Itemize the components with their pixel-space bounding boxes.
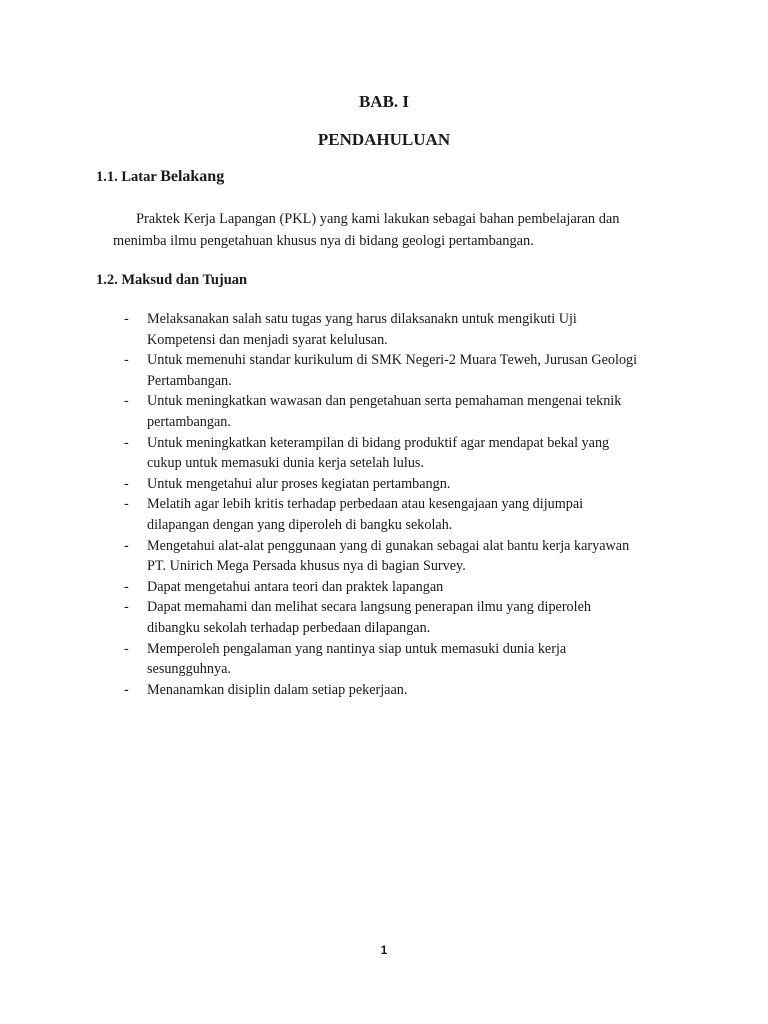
paragraph-line: menimba ilmu pengetahuan khusus nya di bidang geologi pertambangan.	[113, 233, 534, 249]
list-item-text: Menanamkan disiplin dalam setiap pekerjaan.	[147, 681, 408, 698]
list-dash: -	[124, 537, 129, 554]
latar-belakang-paragraph	[113, 208, 693, 252]
list-dash: -	[124, 475, 129, 492]
list-item-text: Melatih agar lebih kritis terhadap perbedaan atau kesengajaan yang dijumpai dilapangan dengan yang diperoleh di bangku sekolah.	[147, 496, 584, 533]
list-item-text: Untuk mengetahui alur proses kegiatan pertambangn.	[147, 475, 451, 492]
list-item	[0, 577, 768, 598]
list-item-text: Untuk memenuhi standar kurikulum di SMK Negeri-2 Muara Teweh, Jurusan Geologi Pertambangan.	[147, 352, 638, 389]
list-dash: -	[124, 640, 129, 657]
list-item	[0, 309, 768, 350]
list-dash: -	[124, 496, 129, 513]
list-dash: -	[124, 434, 129, 451]
chapter-title: PENDAHULUAN	[317, 130, 451, 149]
list-item	[0, 639, 768, 680]
list-item	[0, 350, 768, 391]
list-dash: -	[124, 681, 129, 698]
section-heading-number: 1.1. Latar	[96, 169, 157, 185]
section-heading-latar-belakang	[96, 168, 224, 186]
list-dash: -	[124, 352, 129, 369]
list-item-text: Melaksanakan salah satu tugas yang harus dilaksanakn untuk mengikuti Uji Kompetensi dan menjadi syarat kelulusan.	[147, 311, 577, 348]
list-item	[0, 474, 768, 495]
section-heading-word: Belakang	[160, 168, 225, 185]
list-item-text: Memperoleh pengalaman yang nantinya siap untuk memasuki dunia kerja sesungguhnya.	[147, 640, 567, 678]
list-item-text: Mengetahui alat-alat penggunaan yang di gunakan sebagai alat bantu kerja karyawan PT. Unirich Mega Persada khusus nya di bagian Survey.	[147, 537, 630, 575]
list-dash: -	[124, 578, 129, 595]
list-item	[0, 433, 768, 474]
list-item	[0, 536, 768, 577]
list-item-text: Untuk meningkatkan wawasan dan pengetahuan serta pemahaman mengenai teknik pertambangan.	[147, 393, 622, 430]
list-item	[0, 680, 768, 701]
chapter-number: BAB. I	[358, 92, 410, 111]
list-dash: -	[124, 393, 129, 410]
list-item	[0, 597, 768, 638]
list-item	[0, 391, 768, 432]
list-item-text: Dapat mengetahui antara teori dan praktek lapangan	[147, 578, 444, 595]
list-dash: -	[124, 311, 129, 327]
list-item	[0, 494, 768, 535]
paragraph-line: Praktek Kerja Lapangan (PKL) yang kami lakukan sebagai bahan pembelajaran dan	[136, 211, 620, 227]
list-item-text: Dapat memahami dan melihat secara langsung penerapan ilmu yang diperoleh dibangku sekolah terhadap perbedaan dilapangan.	[147, 599, 591, 636]
section-heading-maksud-tujuan: 1.2. Maksud dan Tujuan	[96, 272, 248, 288]
list-item-text: Untuk meningkatkan keterampilan di bidang produktif agar mendapat bekal yang cukup untuk memasuki dunia kerja setelah lulus.	[147, 434, 610, 472]
page-number: 1	[380, 943, 388, 957]
objectives-list	[0, 309, 768, 700]
list-dash: -	[124, 599, 129, 616]
